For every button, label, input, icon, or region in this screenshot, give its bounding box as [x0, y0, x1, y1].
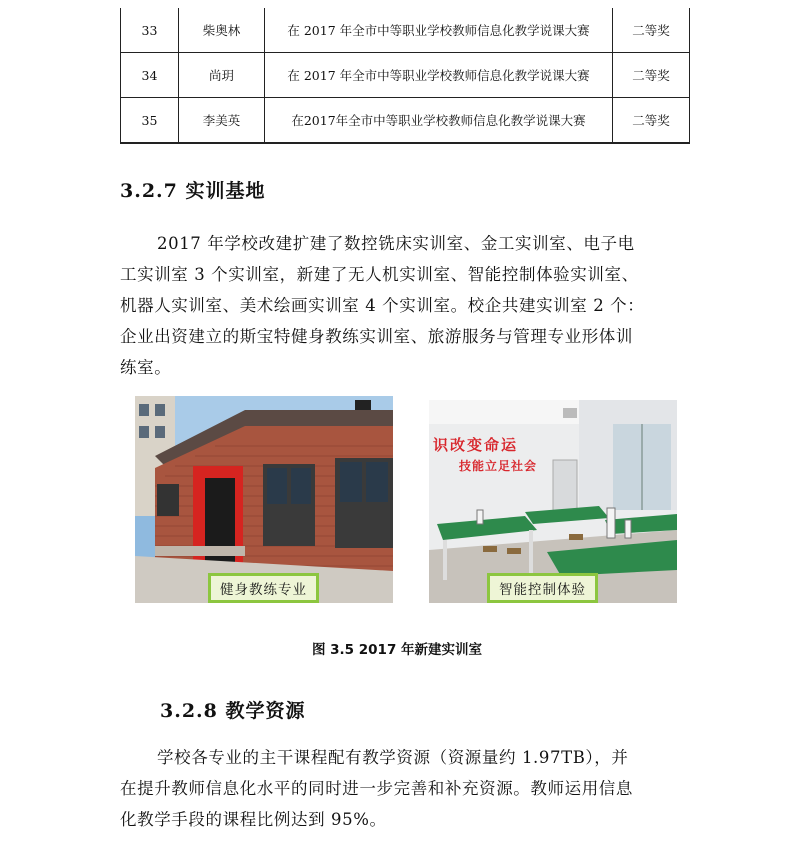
paragraph-line: 在提升教师信息化水平的同时进一步完善和补充资源。教师运用信息 — [120, 779, 633, 798]
figure-caption: 图 3.5 2017 年新建实训室 — [311, 642, 483, 658]
award-event: 在 2017 年全市中等职业学校教师信息化教学说课大赛 — [265, 53, 613, 98]
training-base-paragraph — [120, 228, 680, 383]
teacher-name: 柴奥林 — [179, 8, 265, 53]
paragraph-line: 练室。 — [120, 358, 172, 377]
table-row — [121, 8, 690, 53]
table-row — [121, 98, 690, 144]
award-level: 二等奖 — [613, 8, 690, 53]
award-event: 在2017年全市中等职业学校教师信息化教学说课大赛 — [265, 98, 613, 144]
photo-label-gym: 健身教练专业 — [208, 573, 319, 603]
table-row — [121, 53, 690, 98]
paragraph-line: 工实训室 3 个实训室，新建了无人机实训室、智能控制体验实训室、 — [120, 265, 639, 284]
gym-training-room-photo — [135, 396, 393, 603]
paragraph-line: 化教学手段的课程比例达到 95%。 — [120, 810, 387, 829]
teacher-name: 李美英 — [179, 98, 265, 144]
row-number: 35 — [121, 98, 179, 144]
photo-label-smart-control: 智能控制体验 — [487, 573, 598, 603]
wall-slogan-line2: 技能立足社会 — [459, 459, 538, 473]
paragraph-line: 企业出资建立的斯宝特健身教练实训室、旅游服务与管理专业形体训 — [120, 327, 633, 346]
wall-slogan-line1: 识改变命运 — [433, 436, 519, 454]
award-level: 二等奖 — [613, 53, 690, 98]
section-heading-teaching-resources: 3.2.8 教学资源 — [160, 700, 306, 722]
paragraph-line: 2017 年学校改建扩建了数控铣床实训室、金工实训室、电子电 — [157, 234, 635, 253]
awards-table — [120, 8, 690, 144]
award-event: 在 2017 年全市中等职业学校教师信息化教学说课大赛 — [265, 8, 613, 53]
paragraph-line: 机器人实训室、美术绘画实训室 4 个实训室。校企共建实训室 2 个： — [120, 296, 645, 315]
row-number: 33 — [121, 8, 179, 53]
teacher-name: 尚玥 — [179, 53, 265, 98]
teaching-resources-paragraph — [120, 742, 680, 835]
section-heading-training-base: 3.2.7 实训基地 — [120, 180, 266, 202]
paragraph-line: 学校各专业的主干课程配有教学资源（资源量约 1.97TB），并 — [157, 748, 629, 767]
award-level: 二等奖 — [613, 98, 690, 144]
row-number: 34 — [121, 53, 179, 98]
